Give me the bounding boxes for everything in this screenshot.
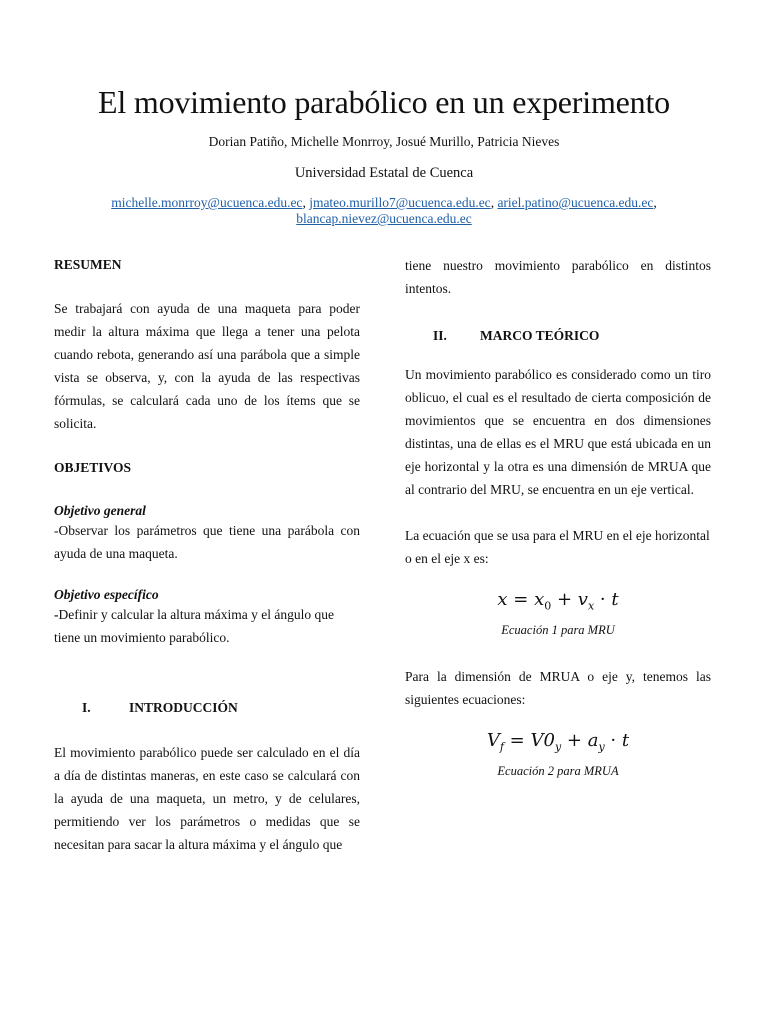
equation-2: $V_f = V0_y + a_y \cdot t$ — [486, 729, 630, 754]
marco-teorico-text: Un movimiento parabólico es considerado como un tiro oblicuo, el cual es el resultado de cierta composición de movimientos que se encuentra en dos dimensiones distintas, una de ellas es el MRU que está ubicada en un eje horizontal y la otra es una dimensión de MRUA que al contrario del MRU, se encuentra en un eje vertical. — [405, 367, 711, 497]
objetivos-heading: OBJETIVOS — [54, 460, 132, 475]
paper-title: El movimiento parabólico en un experimento — [98, 84, 670, 120]
section-number: I. — [82, 700, 91, 715]
introduccion-text: El movimiento parabólico puede ser calculado en el día a día de distintas maneras, en este caso se calculará con la ayuda de una maqueta, un metro, y de celulares, permitiendo ver los parámetros o medidas que se necesitan para sacar la altura máxima y el ángulo que — [54, 745, 360, 852]
objetivo-general-text: -Observar los parámetros que tiene una parábola con ayuda de una maqueta. — [54, 523, 360, 561]
equation-1: $x = x_0 + v_x \cdot t$ — [497, 589, 619, 613]
email-separator: , — [490, 195, 498, 210]
introduccion-continuation: tiene nuestro movimiento parabólico en distintos intentos. — [405, 258, 711, 296]
objetivo-especifico-text: Definir y calcular la altura máxima y el ángulo que tiene un movimiento parabólico. — [54, 607, 335, 645]
section-number: II. — [433, 328, 447, 343]
email-trailing-comma: , — [653, 195, 657, 210]
resumen-text: Se trabajará con ayuda de una maqueta para poder medir la altura máxima que llega a tener una pelota cuando rebota, generando así una parábola que a simple vista se observa, y, con la ayuda de las respectivas fórmulas, se calculará cada uno de los ítems que se solicita. — [54, 301, 360, 431]
author-list: Dorian Patiño, Michelle Monrroy, Josué Murillo, Patricia Nieves — [208, 134, 560, 149]
equation-1-caption: Ecuación 1 para MRU — [501, 622, 615, 637]
email-list — [60, 195, 708, 227]
objetivo-especifico-dash: - — [54, 607, 59, 622]
objetivo-especifico-paragraph — [54, 603, 360, 649]
right-column — [405, 255, 711, 779]
introduccion-heading — [54, 697, 360, 719]
objetivo-general-heading: Objetivo general — [54, 503, 146, 518]
email-link-monrroy[interactable]: michelle.monrroy@ucuenca.edu.ec — [111, 195, 303, 210]
email-link-murillo[interactable]: jmateo.murillo7@ucuenca.edu.ec — [309, 195, 491, 210]
mrua-intro-text: Para la dimensión de MRUA o eje y, tenemos las siguientes ecuaciones: — [405, 668, 711, 707]
email-separator: , — [302, 195, 310, 210]
section-title: INTRODUCCIÓN — [129, 700, 238, 715]
email-link-patino[interactable]: ariel.patino@ucuenca.edu.ec — [497, 195, 654, 210]
marco-teorico-heading — [405, 323, 711, 349]
email-link-nievez[interactable]: blancap.nievez@ucuenca.edu.ec — [296, 211, 472, 226]
mru-intro-text: La ecuación que se usa para el MRU en el eje horizontal o en el eje x es: — [405, 528, 710, 566]
affiliation: Universidad Estatal de Cuenca — [294, 165, 474, 181]
resumen-heading: RESUMEN — [54, 257, 122, 272]
equation-2-caption: Ecuación 2 para MRUA — [497, 764, 619, 779]
left-column — [54, 255, 360, 856]
section-title: MARCO TEÓRICO — [480, 328, 600, 343]
objetivo-especifico-heading: Objetivo específico — [54, 587, 159, 602]
